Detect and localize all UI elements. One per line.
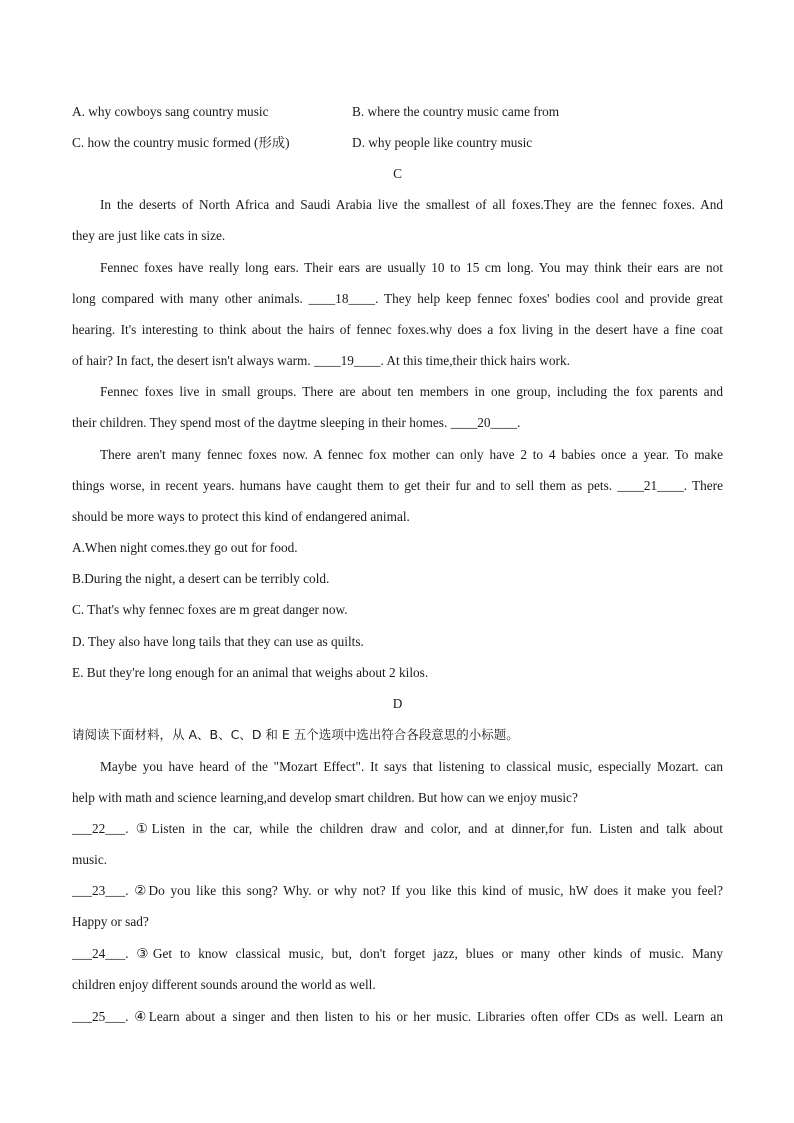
c-paragraph-1-line-2: they are just like cats in size. [72, 228, 226, 243]
d-item-22-line-2: music. [72, 852, 108, 867]
d-intro-line-2: help with math and science learning,and develop smart children. But how can we enjoy music? [72, 790, 578, 805]
c-option-a: A.When night comes.they go out for food. [72, 540, 298, 555]
option-a: A. why cowboys sang country music [72, 104, 269, 119]
c-paragraph-3-line-1: Fennec foxes live in small groups. There are about ten members in one group, including the fox parents and [100, 384, 723, 399]
section-c-heading: C [393, 166, 402, 181]
option-d: D. why people like country music [352, 135, 533, 150]
d-item-24-line-1: ___24___. ③Get to know classical music, but, don't forget jazz, blues or many other kinds of music. Many [72, 946, 723, 961]
d-intro-line-1: Maybe you have heard of the "Mozart Effect". It says that listening to classical music, especially Mozart. can [100, 759, 723, 774]
c-paragraph-2-line-2: long compared with many other animals. ____18____. They help keep fennec foxes' bodies cool and provide great [72, 291, 723, 306]
c-paragraph-1-line-1: In the deserts of North Africa and Saudi Arabia live the smallest of all foxes.They are the fennec foxes. And [100, 197, 723, 212]
d-item-22-line-1: ___22___. ①Listen in the car, while the children draw and color, and at dinner,for fun. Listen and talk about [72, 821, 723, 836]
option-c: C. how the country music formed (形成) [72, 135, 290, 150]
d-item-23-line-2: Happy or sad? [72, 914, 149, 929]
c-paragraph-2-line-4: of hair? In fact, the desert isn't always warm. ____19____. At this time,their thick hairs work. [72, 353, 570, 368]
section-d-heading: D [392, 696, 403, 711]
c-paragraph-4-line-2: things worse, in recent years. humans have caught them to get their fur and to sell them as pets. ____21____. There [72, 478, 723, 493]
d-item-24-line-2: children enjoy different sounds around the world as well. [72, 977, 376, 992]
document-page [72, 0, 723, 1123]
c-paragraph-2-line-1: Fennec foxes have really long ears. Their ears are usually 10 to 15 cm long. You may think their ears are not [100, 260, 723, 275]
c-paragraph-2-line-3: hearing. It's interesting to think about the hairs of fennec foxes.why does a fox living in the desert have a fine coat [72, 322, 723, 337]
d-item-23-line-1: ___23___. ②Do you like this song? Why. or why not? If you like this kind of music, hW does it make you feel? [72, 883, 723, 898]
c-paragraph-4-line-1: There aren't many fennec foxes now. A fennec fox mother can only have 2 to 4 babies once a year. To make [100, 447, 723, 462]
c-paragraph-3-line-2: their children. They spend most of the daytme sleeping in their homes. ____20____. [72, 415, 521, 430]
c-option-b: B.During the night, a desert can be terribly cold. [72, 571, 330, 586]
c-option-e: E. But they're long enough for an animal that weighs about 2 kilos. [72, 665, 429, 680]
d-instruction: 请阅读下面材料，从 A、B、C、D 和 E 五个选项中选出符合各段意思的小标题。 [72, 727, 519, 742]
c-paragraph-4-line-3: should be more ways to protect this kind of endangered animal. [72, 509, 410, 524]
c-option-c: C. That's why fennec foxes are m great danger now. [72, 602, 348, 617]
d-item-25-line-1: ___25___. ④Learn about a singer and then listen to his or her music. Libraries often offer CDs as well. Learn an [72, 1009, 723, 1024]
c-option-d: D. They also have long tails that they can use as quilts. [72, 634, 364, 649]
option-b: B. where the country music came from [352, 104, 560, 119]
